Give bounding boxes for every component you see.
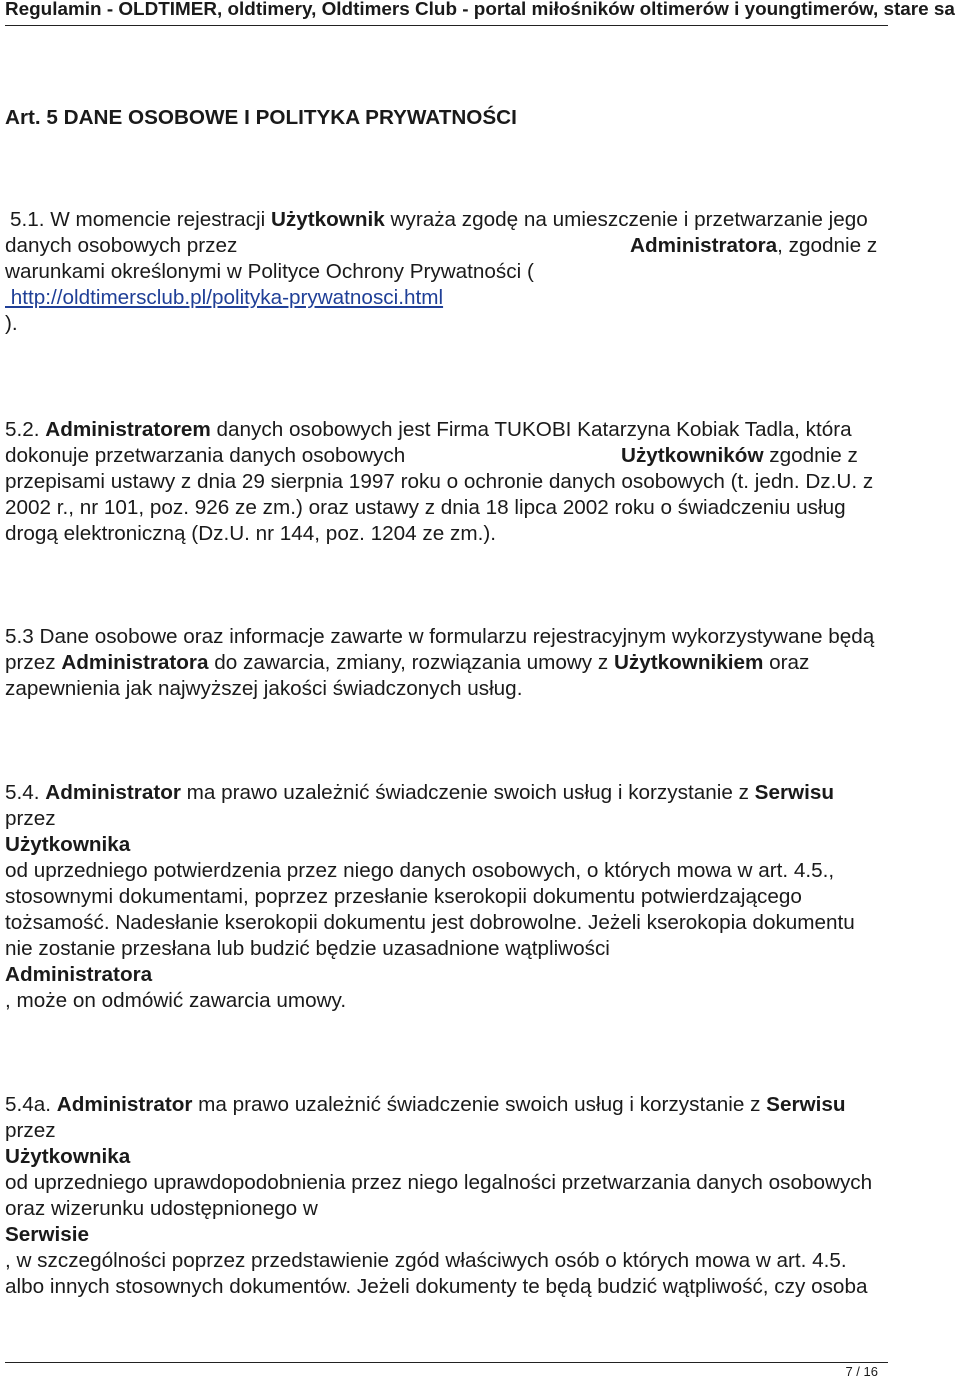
paragraph-text: od uprzedniego uprawdopodobnienia przez niego legalności przetwarzania danych osobowych xyxy=(5,1171,873,1194)
bold-term: Administratora xyxy=(630,234,778,257)
section-5-1 xyxy=(5,207,960,337)
paragraph-text: dokonuje przetwarzania danych osobowych xyxy=(5,444,406,467)
section-5-1-line-4 xyxy=(5,285,960,311)
section-5-2 xyxy=(5,417,960,547)
section-5-4-line-8 xyxy=(5,962,960,988)
paragraph-text: ma prawo uzależnić świadczenie swoich usług i korzystanie z xyxy=(180,781,755,804)
bold-term: Administratora xyxy=(61,651,209,674)
paragraph-text: przez xyxy=(5,651,62,674)
bold-term: Administratora xyxy=(5,963,153,986)
paragraph-text: 5.3 Dane osobowe oraz informacje zawarte w formularzu rejestracyjnym wykorzystywane będą xyxy=(5,625,875,648)
section-5-1-line-5 xyxy=(5,311,960,337)
privacy-policy-link[interactable]: http://oldtimersclub.pl/polityka-prywatnosci.html xyxy=(5,286,444,309)
section-5-4-line-3 xyxy=(5,832,960,858)
footer-rule xyxy=(5,1362,888,1363)
paragraph-text: albo innych stosownych dokumentów. Jeżeli dokumenty te będą budzić wątpliwość, czy osoba xyxy=(5,1275,868,1298)
section-5-3-line-3 xyxy=(5,676,960,702)
paragraph-text: ). xyxy=(5,312,18,335)
paragraph-text: przez xyxy=(5,807,56,830)
section-5-2-line-3 xyxy=(5,469,960,495)
section-5-4a-line-6 xyxy=(5,1222,960,1248)
paragraph-text: 2002 r., nr 101, poz. 926 ze zm.) oraz ustawy z dnia 18 lipca 2002 roku o świadczeniu usług xyxy=(5,496,846,519)
bold-term: Użytkownika xyxy=(5,1145,131,1168)
running-header-title: Regulamin - OLDTIMER, oldtimery, Oldtimers Club - portal miłośników oltimerów i youngtimerów, stare sa xyxy=(5,0,955,20)
bold-term: Serwisie xyxy=(5,1223,89,1246)
paragraph-text: zgodnie z xyxy=(763,444,858,467)
paragraph-text: do zawarcia, zmiany, rozwiązania umowy z xyxy=(208,651,614,674)
bold-term: Użytkowników xyxy=(621,444,764,467)
section-5-1-line-2 xyxy=(5,233,960,259)
paragraph-text: przez xyxy=(5,1119,56,1142)
bold-term: Użytkownikiem xyxy=(613,651,764,674)
article-heading: Art. 5 DANE OSOBOWE I POLITYKA PRYWATNOŚCI xyxy=(5,106,517,129)
paragraph-text: oraz wizerunku udostępnionego w xyxy=(5,1197,318,1220)
section-5-3-line-2 xyxy=(5,650,960,676)
line-right-group xyxy=(630,233,877,259)
header-rule xyxy=(5,25,888,26)
paragraph-text: drogą elektroniczną (Dz.U. nr 144, poz. 1204 ze zm.). xyxy=(5,522,496,545)
paragraph-text: , w szczególności poprzez przedstawienie zgód właściwych osób o których mowa w art. 4.5. xyxy=(5,1249,847,1272)
section-5-2-line-1 xyxy=(5,417,960,443)
paragraph-text: , zgodnie z xyxy=(777,234,878,257)
section-5-2-line-5 xyxy=(5,521,960,547)
paragraph-text: od uprzedniego potwierdzenia przez niego danych osobowych, o których mowa w art. 4.5., xyxy=(5,859,835,882)
section-5-4-line-1 xyxy=(5,780,960,806)
bold-term: Administrator xyxy=(56,1093,193,1116)
section-5-4a-line-1 xyxy=(5,1092,960,1118)
paragraph-text: tożsamość. Nadesłanie kserokopii dokumentu jest dobrowolne. Jeżeli kserokopia dokumentu xyxy=(5,911,855,934)
paragraph-text: stosownymi dokumentami, poprzez przesłanie kserokopii dokumentu potwierdzającego xyxy=(5,885,802,908)
section-5-4a-line-5 xyxy=(5,1196,960,1222)
section-5-4a xyxy=(5,1092,960,1300)
paragraph-text: danych osobowych jest Firma TUKOBI Katarzyna Kobiak Tadla, która xyxy=(210,418,852,441)
section-5-2-line-4 xyxy=(5,495,960,521)
bold-term: Użytkownik xyxy=(270,208,385,231)
section-5-4a-line-4 xyxy=(5,1170,960,1196)
paragraph-text: 5.4a. xyxy=(5,1093,57,1116)
bold-term: Serwisu xyxy=(766,1093,846,1116)
paragraph-text: oraz xyxy=(763,651,810,674)
bold-term: Administrator xyxy=(45,781,181,804)
page-number: 7 / 16 xyxy=(845,1364,878,1379)
paragraph-text: 5.4. xyxy=(5,781,46,804)
section-5-4-line-9 xyxy=(5,988,960,1014)
section-5-1-line-1 xyxy=(5,207,960,233)
section-5-3 xyxy=(5,624,960,702)
section-5-4a-line-3 xyxy=(5,1144,960,1170)
paragraph-text: warunkami określonymi w Polityce Ochrony Prywatności ( xyxy=(5,260,534,283)
paragraph-text: , może on odmówić zawarcia umowy. xyxy=(5,989,347,1012)
paragraph-text: zapewnienia jak najwyższej jakości świadczonych usług. xyxy=(5,677,523,700)
paragraph-text: przepisami ustawy z dnia 29 sierpnia 1997 roku o ochronie danych osobowych (t. jedn. Dz.U. z xyxy=(5,470,874,493)
paragraph-text: 5.1. W momencie rejestracji xyxy=(10,208,271,231)
section-5-1-line-3 xyxy=(5,259,960,285)
section-5-4-line-7 xyxy=(5,936,960,962)
bold-term: Serwisu xyxy=(754,781,835,804)
paragraph-text: nie zostanie przesłana lub budzić będzie uzasadnione wątpliwości xyxy=(5,937,610,960)
section-5-4 xyxy=(5,780,960,1014)
paragraph-text: ma prawo uzależnić świadczenie swoich usług i korzystanie z xyxy=(192,1093,767,1116)
section-5-4-line-6 xyxy=(5,910,960,936)
section-5-4-line-2 xyxy=(5,806,960,832)
line-right-group xyxy=(621,443,858,469)
section-5-3-line-1 xyxy=(5,624,960,650)
section-5-4a-line-7 xyxy=(5,1248,960,1274)
section-5-4a-line-8 xyxy=(5,1274,960,1300)
bold-term: Użytkownika xyxy=(5,833,131,856)
paragraph-text: 5.2. xyxy=(5,418,46,441)
paragraph-text: wyraża zgodę na umieszczenie i przetwarzanie jego xyxy=(384,208,868,231)
paragraph-text: danych osobowych przez xyxy=(5,234,238,257)
bold-term: Administratorem xyxy=(45,418,211,441)
section-5-2-line-2 xyxy=(5,443,960,469)
section-5-4-line-5 xyxy=(5,884,960,910)
section-5-4-line-4 xyxy=(5,858,960,884)
section-5-4a-line-2 xyxy=(5,1118,960,1144)
